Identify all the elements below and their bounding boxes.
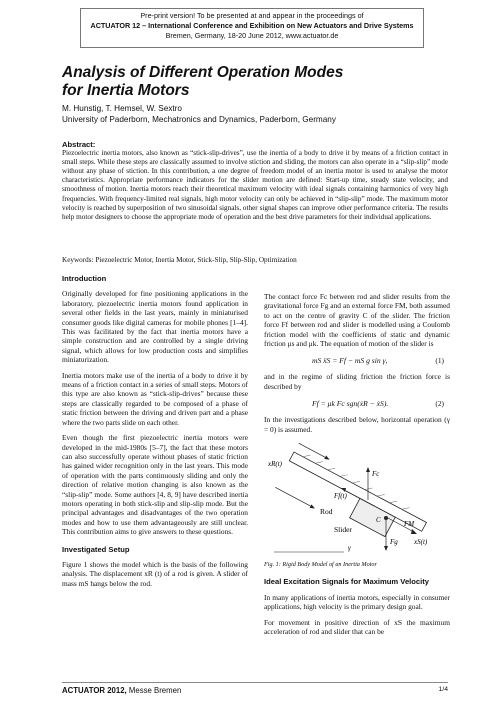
label-rod: Rod xyxy=(320,507,333,517)
right-column xyxy=(264,292,450,643)
section-heading-introduction: Introduction xyxy=(62,274,107,283)
rigid-body-model-figure xyxy=(264,440,450,558)
figure-caption: Fig. 1: Rigid Body Model of an Inertia Motor xyxy=(264,561,377,569)
abstract-heading: Abstract: xyxy=(62,140,96,149)
xs-arrow xyxy=(275,487,310,506)
abstract xyxy=(62,140,448,222)
preprint-line-1: Pre-print version! To be presented at and appear in the proceedings of xyxy=(140,11,364,20)
equation-2-number: (2) xyxy=(435,399,444,409)
label-fm: FM xyxy=(404,520,415,529)
footer-conference xyxy=(62,686,181,695)
paragraph: Originally developed for fine positioning applications in the laboratory, piezoelectric inertia motors found application in several other fields in the last years, mainly in miniaturised consumer goods like digital cameras for mobile phones [1–4]. This was facilitated by the fact that inertia motors have a simple construction and are controlled by a single driving signal, which allows for low production costs and simplifies miniaturization. xyxy=(62,289,248,365)
label-slider: Slider xyxy=(334,525,352,535)
label-ff: Ff(t) xyxy=(334,492,347,501)
left-column xyxy=(62,274,248,594)
equation-1 xyxy=(264,354,450,368)
keywords: Keywords: Piezoelectric Motor, Inertia Motor, Stick-Slip, Slip-Slip, Optimization xyxy=(62,256,297,264)
equation-1-body: mS ẍS = Ff − mS g sin γ, xyxy=(312,356,388,366)
section-heading-ideal-excitation: Ideal Excitation Signals for Maximum Velocity xyxy=(264,577,430,587)
label-fg: Fg xyxy=(390,538,398,547)
preprint-line-3: Bremen, Germany, 18-20 June 2012, www.actuator.de xyxy=(165,31,339,40)
paragraph: The contact force Fc between rod and slider results from the gravitational force Fg and an external force FM, both assumed to act on the centre of gravity C of the slider. The friction force Ff between rod and slider is modelled using a Coulomb friction model with the coefficients of static and dynamic friction μs and μk. The equation of motion of the slider is xyxy=(264,292,450,349)
footer-divider xyxy=(62,682,448,683)
section-heading-investigated-setup: Investigated Setup xyxy=(62,544,130,554)
footer-venue: Messe Bremen xyxy=(126,686,182,695)
equation-1-number: (1) xyxy=(435,356,444,366)
paragraph: In many applications of inertia motors, especially in consumer applications, high velocity is the primary design goal. xyxy=(264,592,450,612)
paragraph: and in the regime of sliding friction the friction force is described by xyxy=(264,372,450,391)
label-gamma: γ xyxy=(348,544,351,553)
paragraph: Figure 1 shows the model which is the basis of the following analysis. The displacement xR (t) of a rod is given. A slider of mass mS hangs below the rod. xyxy=(62,559,248,588)
centre-of-gravity-dot xyxy=(384,516,388,520)
label-xr: xR(t) xyxy=(268,460,282,469)
abstract-text: Piezoelectric inertia motors, also known as “stick-slip-drives”, use the inertia of a body to drive it by means of a friction contact in small steps. While these steps are classically assumed to involve stiction and sliding, the motors can also operate in a “slip-slip” mode without any phase of stiction. In this contribution, a one degree of freedom model of an inertia motor is used to analyse the motor characteristics. Appropriate performance indicators for the slider motion are defined: Start-up time, steady state velocity, and smoothness of motion. Inertia motors reach their theoretical maximum velocity with ideal signals containing harmonics of very high frequencies. With frequency-limited real signals, high motor velocity can only be achieved in “slip-slip” mode. The maximum motor velocity is reached by superposition of two sinusoidal signals, other signal shapes can improve other performance criteria. The results help motor designers to choose the appropriate mode of operation and the best drive parameters for their individual applications. xyxy=(62,149,448,221)
label-fc: Fc xyxy=(372,470,380,479)
paragraph: Even though the first piezoelectric inertia motors were developed in the mid-1980s [5–7], the fact that these motors can also successfully operate without phases of static friction has gained wider recognition only in the last years. This mode of operation with the parts continuously sliding and only the direction of relative motion changing is also known as the “slip-slip” mode. Some authors [4, 8, 9] have described inertia motors operating in both stick-slip and slip-slip mode. But the principal advantages and disadvantages of the two operation modes and how to use them advantageously are still unclear. This contribution aims to give answers to these questions. xyxy=(62,433,248,537)
paper-title-line-1: Analysis of Different Operation Modes xyxy=(62,64,344,81)
preprint-line-2: ACTUATOR 12 – International Conference and Exhibition on New Actuators and Drive Systems xyxy=(90,21,414,30)
paragraph: For movement in positive direction of xS the maximum acceleration of rod and slider that can be xyxy=(264,617,450,637)
author-names: M. Hunstig, T. Hemsel, W. Sextro xyxy=(62,104,182,113)
paper-title-line-2: for Inertia Motors xyxy=(62,82,190,99)
page-number: 1/4 xyxy=(438,686,448,693)
preprint-notice-box xyxy=(80,8,424,48)
equation-2 xyxy=(264,397,450,411)
paragraph: Inertia motors make use of the inertia of a body to drive it by means of a friction contact in a series of small steps. Motors of this type are also known as “stick-slip-drives” because these steps are classically regarded to be composed of a phase of static friction between the driving and driven part and a phase where the two parts slide on each other. xyxy=(62,370,248,427)
equation-2-body: Ff = μk Fc sgn(ẋR − ẋS). xyxy=(312,399,389,409)
paragraph: In the investigations described below, horizontal operation (γ = 0) is assumed. xyxy=(264,415,450,434)
author-block xyxy=(62,104,336,125)
label-xs: xS(t) xyxy=(414,538,428,547)
xr-arrow xyxy=(299,443,325,457)
paper-title xyxy=(62,64,422,100)
author-affiliation: University of Paderborn, Mechatronics and Dynamics, Paderborn, Germany xyxy=(62,114,336,124)
label-c: C xyxy=(376,516,381,525)
footer-conference-name: ACTUATOR 2012, xyxy=(62,686,127,695)
